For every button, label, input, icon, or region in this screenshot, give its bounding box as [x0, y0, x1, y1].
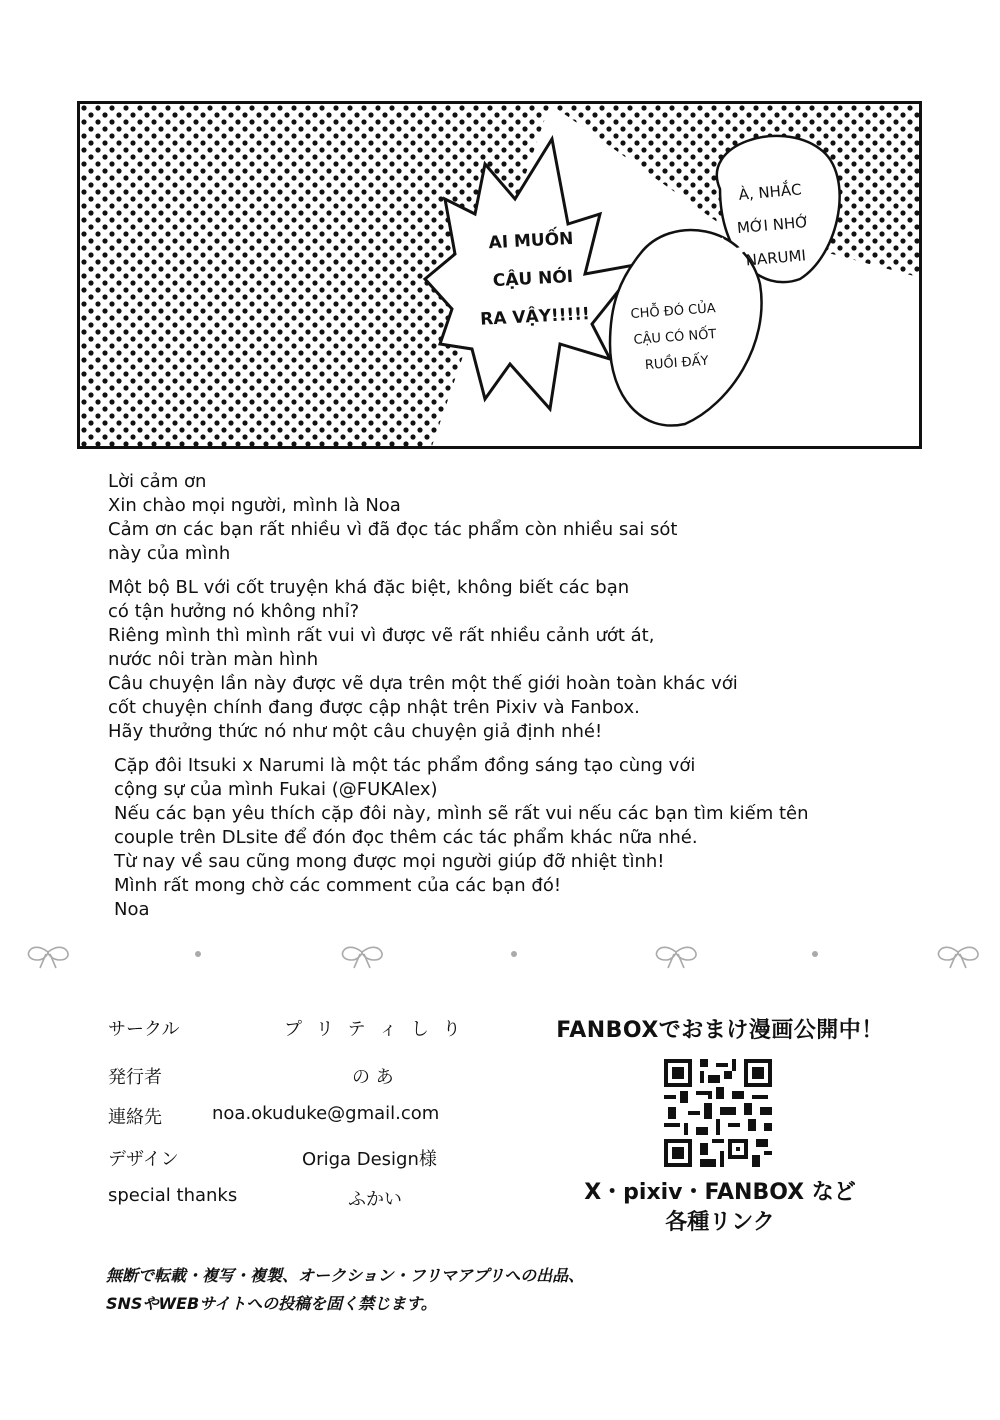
afterword-line: cốt chuyện chính đang được cập nhật trên Pixiv và Fanbox.: [108, 697, 640, 718]
top-bubble-line: MỚI NHỚ: [736, 212, 810, 238]
top-bubble-text: [704, 171, 842, 281]
dot-ornament: [812, 951, 818, 957]
lower-bubble-line: CHỖ ĐÓ CỦA: [630, 301, 717, 323]
afterword-line: Nếu các bạn yêu thích cặp đôi này, mình sẽ rất vui nếu các bạn tìm kiếm tên: [114, 803, 809, 824]
afterword-line: Cảm ơn các bạn rất nhiều vì đã đọc tác phẩm còn nhiều sai sót: [108, 519, 678, 540]
promo-links: [540, 1178, 900, 1238]
ribbon-icon: [657, 947, 697, 968]
credit-label: 発行者: [108, 1067, 162, 1088]
dot-ornament: [195, 951, 201, 957]
contact-email: noa.okuduke@gmail.com: [212, 1103, 440, 1124]
notice-line: SNSやWEBサイトへの投稿を固く禁じます。: [106, 1294, 437, 1313]
afterword-line: Cặp đôi Itsuki x Narumi là một tác phẩm đồng sáng tạo cùng với: [114, 755, 696, 776]
notice-line: 無断で転載・複写・複製、オークション・フリマアプリへの出品、: [106, 1266, 585, 1285]
afterword-line: Hãy thưởng thức nó như một câu chuyện giả định nhé!: [108, 721, 603, 742]
credit-value: ふかい: [348, 1189, 402, 1210]
manga-panel: [77, 101, 922, 449]
credit-value: Origa Design様: [302, 1149, 437, 1170]
shout-text: [465, 219, 601, 340]
afterword-paragraph: [108, 754, 888, 922]
promo-links-line: X・pixiv・FANBOX など: [584, 1180, 856, 1205]
afterword-line: nước nôi tràn màn hình: [108, 649, 319, 670]
afterword: [108, 470, 888, 932]
afterword-intro: [108, 470, 888, 566]
qr-code-icon[interactable]: [664, 1059, 772, 1167]
afterword-line: Một bộ BL với cốt truyện khá đặc biệt, không biết các bạn: [108, 577, 630, 598]
shout-line: CẬU NÓI: [492, 266, 574, 292]
credit-label: サークル: [108, 1019, 180, 1040]
top-bubble-line: À, NHẮC: [737, 180, 803, 204]
ribbon-divider: [0, 934, 1000, 974]
afterword-line: cộng sự của mình Fukai (@FUKAlex): [114, 779, 438, 800]
lower-bubble-text: [607, 295, 742, 382]
shout-line: RA VẬY!!!!!: [479, 304, 591, 330]
afterword-line: này của mình: [108, 543, 231, 564]
promo-block: [540, 1013, 900, 1235]
ribbon-icon: [343, 947, 383, 968]
copyright-notice: [106, 1262, 584, 1318]
credit-value: の あ: [352, 1067, 394, 1088]
afterword-line: Mình rất mong chờ các comment của các bạn đó!: [114, 875, 562, 896]
afterword-line: Câu chuyện lần này được vẽ dựa trên một thế giới hoàn toàn khác với: [108, 673, 738, 694]
afterword-title: Lời cảm ơn: [108, 471, 207, 492]
lower-bubble-line: CẬU CÓ NỐT: [633, 327, 717, 348]
credit-label: special thanks: [108, 1185, 238, 1206]
afterword-line: Xin chào mọi người, mình là Noa: [108, 495, 401, 516]
afterword-line: Riêng mình thì mình rất vui vì được vẽ rất nhiều cảnh ướt át,: [108, 625, 655, 646]
top-bubble-line: NARUMI: [745, 246, 807, 270]
afterword-signature: Noa: [114, 899, 150, 920]
afterword-paragraph: [108, 576, 888, 744]
afterword-line: có tận hưởng nó không nhỉ?: [108, 601, 360, 622]
credit-label: 連絡先: [108, 1107, 162, 1128]
credit-value: プ リ テ ィ し り: [284, 1019, 465, 1040]
credit-label: デザイン: [108, 1149, 179, 1170]
ribbon-icon: [29, 947, 69, 968]
dot-ornament: [511, 951, 517, 957]
promo-headline: FANBOXでおまけ漫画公開中！: [556, 1018, 884, 1043]
afterword-line: couple trên DLsite để đón đọc thêm các tác phẩm khác nữa nhé.: [114, 827, 698, 848]
lower-bubble-line: RUỒI ĐẤY: [644, 353, 710, 374]
shout-line: AI MUỐN: [488, 228, 574, 254]
promo-links-line: 各種リンク: [665, 1210, 775, 1235]
ribbon-icon: [939, 947, 979, 968]
afterword-line: Từ nay về sau cũng mong được mọi người giúp đỡ nhiệt tình!: [114, 851, 665, 872]
